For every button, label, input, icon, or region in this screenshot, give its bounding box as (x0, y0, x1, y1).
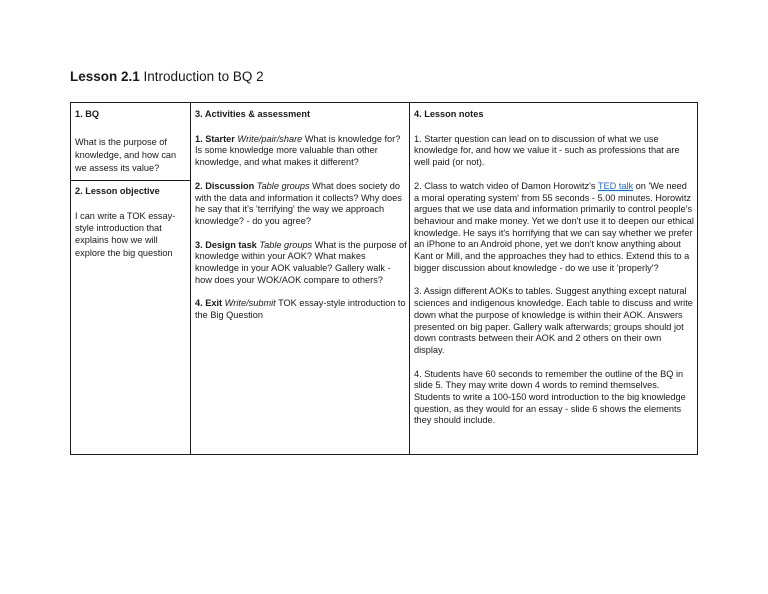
lesson-plan-table (70, 102, 698, 455)
lesson-title: Introduction to BQ 2 (143, 69, 264, 84)
bq-cell (75, 109, 187, 187)
activity-item (195, 134, 407, 169)
activities-cell (195, 109, 407, 334)
activity-mode: Table groups (259, 239, 313, 250)
activity-text: TOK essay-style introduction to the Big Question (195, 298, 406, 321)
bq-text: What is the purpose of knowledge, and how can we assess its value? (75, 136, 177, 174)
page-title (70, 69, 264, 85)
notes-heading: 4. Lesson notes (414, 109, 484, 119)
activity-mode: Table groups (256, 180, 310, 191)
ted-talk-link[interactable]: TED talk (597, 180, 634, 191)
activity-text: What does society do with the data and information it collects? Why does he say that it's 'terrifying' the way we approach knowledge? - do you agree? (195, 180, 402, 226)
activity-text: What is knowledge for? Is some knowledge more valuable than other knowledge, and what makes it different? (195, 133, 401, 168)
note-text: on 'We need a moral operating system' from 55 seconds - 5.00 minutes. Horowitz argues that we use data and information primarily to control people's behaviour and make money. Yet we don't use it to deepen our ethical knowledge. He says it's horrifying that we can say whether we prefer an iPhone to an Android phone, yet we don't know anything about Kant or Mill, and the approaches they had to ethics. Extend this to a bigger discussion about knowledge - do we use it 'properly'? (414, 180, 694, 273)
note-item: 3. Assign different AOKs to tables. Suggest anything except natural sciences and indigenous knowledge. Each table to discuss and write down what the purpose of knowledge is within their AOK. Answers presented on big paper. Gallery walk afterwards; groups should jot down contrasts between their AOK and 2 others on their own display. (414, 286, 693, 355)
note-text: 2. Class to watch video of Damon Horowitz's (414, 180, 598, 191)
activity-mode: Write/submit (224, 298, 276, 309)
activity-text: What is the purpose of knowledge within your AOK? What makes knowledge in your AOK valuable? Gallery walk - how does your WOK/AOK compare to others? (195, 239, 407, 285)
activity-item (195, 240, 407, 287)
activity-item (195, 181, 407, 228)
note-item (414, 181, 694, 275)
lesson-number: Lesson 2.1 (70, 69, 140, 84)
notes-cell (414, 109, 694, 439)
activity-label: 4. Exit (195, 298, 223, 309)
objective-heading: 2. Lesson objective (75, 186, 160, 196)
activity-label: 1. Starter (195, 133, 235, 144)
note-item: 1. Starter question can lead on to discussion of what we use knowledge for, and how we value it - such as professions that are well paid (or not). (414, 133, 680, 168)
bq-heading: 1. BQ (75, 109, 99, 119)
objective-text: I can write a TOK essay-style introduction that explains how we will explore the big question (75, 210, 176, 258)
activity-mode: Write/pair/share (237, 133, 303, 144)
objective-cell (75, 186, 187, 271)
activity-item (195, 298, 407, 321)
column-divider (409, 103, 410, 454)
activities-heading: 3. Activities & assessment (195, 109, 311, 119)
column-divider (190, 103, 191, 454)
activity-label: 3. Design task (195, 239, 257, 250)
note-item: 4. Students have 60 seconds to remember the outline of the BQ in slide 5. They may write down 4 words to remind themselves. Students to write a 100-150 word introduction to the big knowledge question, as they would for an essay - slide 6 shows the elements they should include. (414, 368, 686, 426)
activity-label: 2. Discussion (195, 180, 255, 191)
